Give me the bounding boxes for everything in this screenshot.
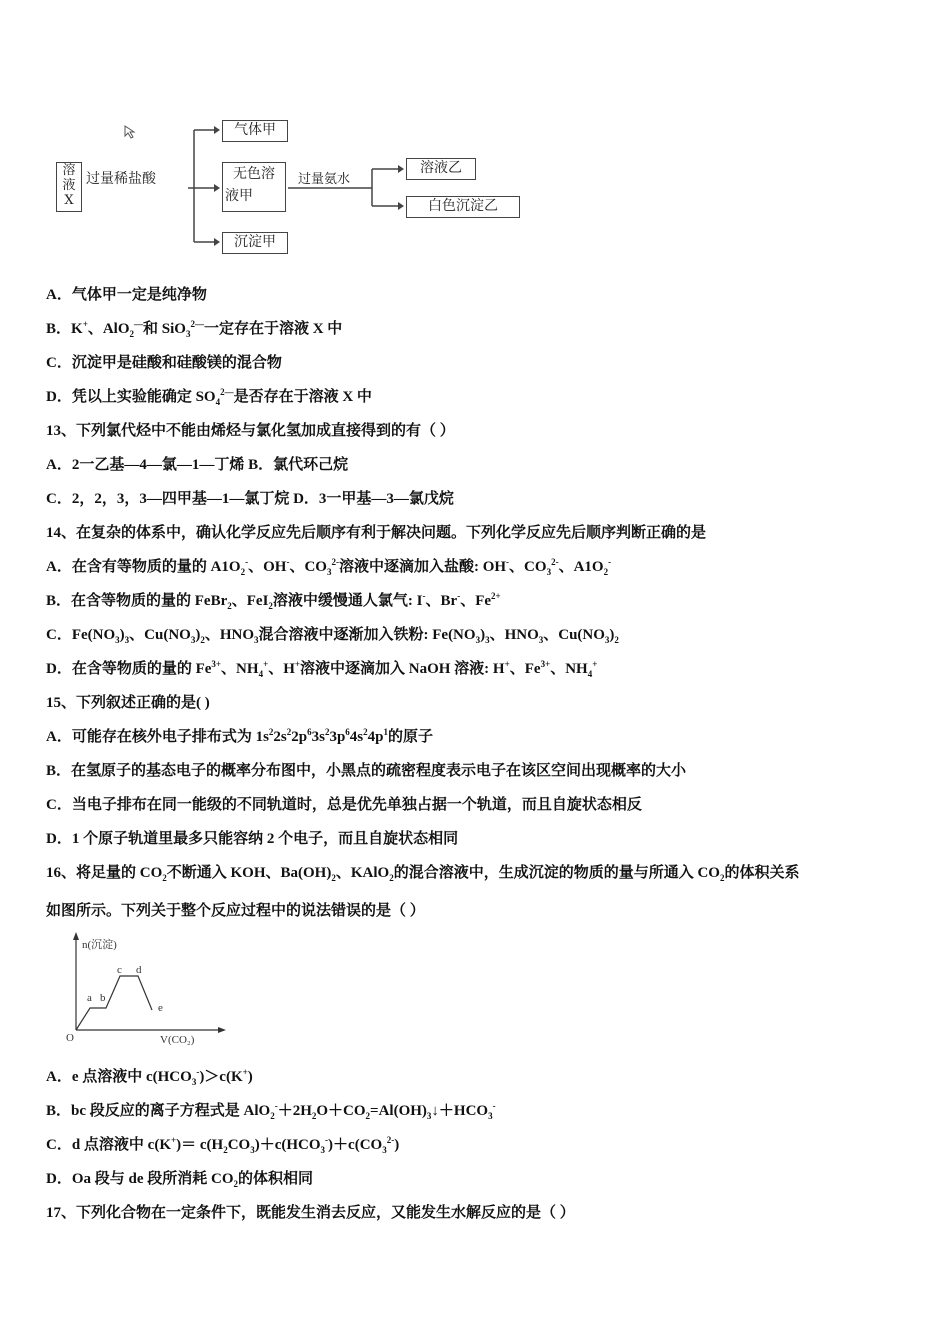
point-d-label: d bbox=[136, 964, 142, 976]
q14-option-a: A．在含有等物质的量的 $A1O_2^-$、OH-、$CO_3^{2-}$溶液中逐滴加入盐酸: OH-、$CO_3^{2-}$、$A1O_2^-$ bbox=[46, 557, 612, 577]
precipitate-graph bbox=[62, 930, 232, 1050]
solution-x-box bbox=[56, 162, 82, 212]
point-c-label: c bbox=[117, 964, 122, 976]
q15-option-a: A．可能存在核外电子排布式为 $1s^22s^22p^63s^23p^64s^24p^1$的原子 bbox=[46, 727, 433, 745]
q13-options-cd: C．2，2，3，3—四甲基—1—氯丁烷 D．3一甲基—3—氯戊烷 bbox=[46, 491, 454, 507]
q12-option-a: A．气体甲一定是纯净物 bbox=[46, 287, 207, 303]
x-axis-label: V(CO₂) bbox=[160, 1034, 195, 1046]
q16-option-a: A．e 点溶液中 $c(HCO_3^-)>c(K^+)$ bbox=[46, 1067, 253, 1087]
solution-x-char-2: 液 bbox=[62, 178, 76, 193]
point-e-label: e bbox=[158, 1002, 163, 1014]
q14-option-c: C．$Fe(NO_3)_3$、$Cu(NO_3)_2$、$HNO_3$混合溶液中逐渐加入铁粉: $Fe(NO_3)_3$、$HNO_3$、$Cu(NO_3)_2$ bbox=[46, 627, 619, 645]
point-a-label: a bbox=[87, 992, 92, 1004]
q14-option-b: B．在含等物质的量的 FeBr$_2$、FeI$_2$溶液中缓慢通人氯气: I-、Br-、$Fe^{2+}$ bbox=[46, 591, 501, 611]
flow-diagram bbox=[48, 112, 528, 262]
solution-x-char-1: 溶 bbox=[62, 163, 76, 178]
origin-label: O bbox=[66, 1032, 74, 1044]
solution-x-char-3: X bbox=[64, 193, 74, 208]
colorless-solution-line2: 液甲 bbox=[225, 188, 253, 204]
gas-box: 气体甲 bbox=[222, 120, 288, 142]
colorless-solution-line1: 无色溶 bbox=[233, 166, 275, 182]
q16-option-b: B．bc 段反应的离子方程式是 $AlO_2^-+2H_2O+CO_2=Al(OH)_3↓+HCO_3^-$ bbox=[46, 1101, 496, 1121]
reagent1-label: 过量稀盐酸 bbox=[86, 171, 156, 187]
point-b-label: b bbox=[100, 992, 106, 1004]
white-precipitate-box: 白色沉淀乙 bbox=[406, 196, 520, 218]
cursor-icon bbox=[125, 126, 134, 138]
q12-option-c: C．沉淀甲是硅酸和硅酸镁的混合物 bbox=[46, 355, 282, 371]
q14-stem: 14、在复杂的体系中，确认化学反应先后顺序有利于解决问题。下列化学反应先后顺序判断正确的是 bbox=[46, 525, 707, 541]
precipitate-box: 沉淀甲 bbox=[222, 232, 288, 254]
q12-option-b: B．K+、AlO$_2$—和 SiO$_3^{2—}$一定存在于溶液 X 中 bbox=[46, 319, 343, 339]
q17-stem: 17、下列化合物在一定条件下，既能发生消去反应，又能发生水解反应的是（ ） bbox=[46, 1205, 575, 1221]
y-axis-arrow bbox=[73, 932, 79, 940]
q16-stem-line2: 如图所示。下列关于整个反应过程中的说法错误的是（ ） bbox=[46, 903, 425, 919]
q16-option-c: C．d 点溶液中 $c(K^+)= c(H_2CO_3)+c(HCO_3^-)+c(CO_3^{2-})$ bbox=[46, 1135, 400, 1155]
q15-option-c: C．当电子排布在同一能级的不同轨道时，总是优先单独占据一个轨道，而且自旋状态相反 bbox=[46, 797, 642, 813]
q13-options-ab: A．2一乙基—4—氯—1—丁烯 B．氯代环己烷 bbox=[46, 457, 349, 473]
q15-option-d: D．1 个原子轨道里最多只能容纳 2 个电子，而且自旋状态相同 bbox=[46, 831, 459, 847]
solution-b-box: 溶液乙 bbox=[406, 158, 476, 180]
q13-stem: 13、下列氯代烃中不能由烯烃与氯化氢加成直接得到的有（ ） bbox=[46, 423, 455, 439]
q12-option-d: D．凭以上实验能确定 $SO_4^{2—}$是否存在于溶液 X 中 bbox=[46, 387, 372, 407]
y-axis-label: n(沉淀) bbox=[82, 939, 117, 951]
q16-option-d: D．Oa 段与 de 段所消耗 $CO_2$的体积相同 bbox=[46, 1171, 314, 1189]
q15-option-b: B．在氢原子的基态电子的概率分布图中，小黑点的疏密程度表示电子在该区空间出现概率的大小 bbox=[46, 763, 687, 779]
colorless-solution-box bbox=[222, 162, 286, 212]
q15-stem: 15、下列叙述正确的是( ) bbox=[46, 695, 210, 711]
q14-option-d: D．在含等物质的量的 $Fe^{3+}$、$NH_4^+$、H+溶液中逐滴加入 NaOH 溶液: H+、$Fe^{3+}$、$NH_4^+$ bbox=[46, 659, 598, 679]
reagent2-label: 过量氨水 bbox=[298, 172, 351, 187]
q16-stem-line1: 16、将足量的 $CO_2$不断通入 KOH、$Ba(OH)_2$、KAlO$_2$的混合溶液中，生成沉淀的物质的量与所通入 $CO_2$的体积关系 bbox=[46, 865, 800, 883]
x-axis-arrow bbox=[218, 1027, 226, 1033]
